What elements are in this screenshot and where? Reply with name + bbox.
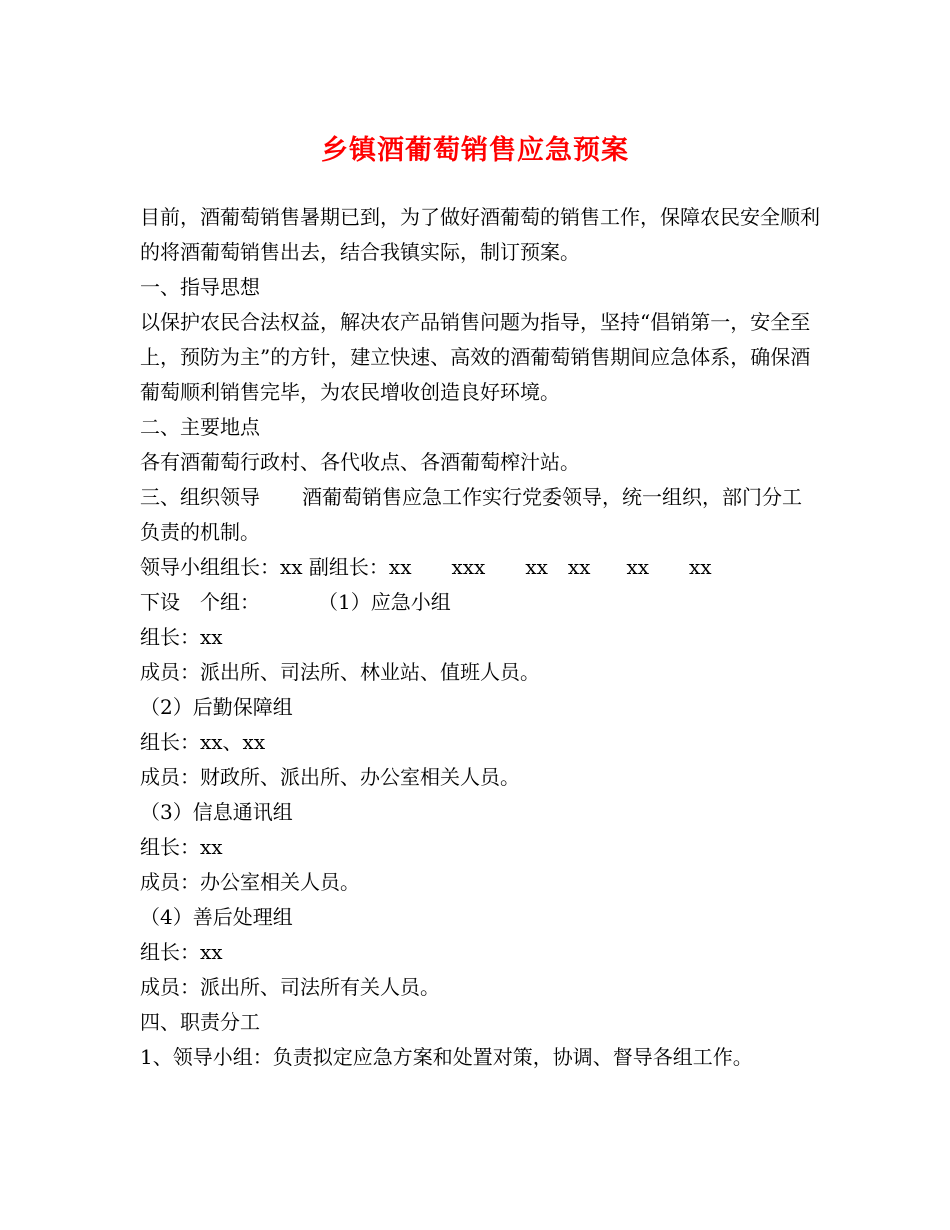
leader-name-5: xx bbox=[689, 555, 712, 579]
section-4-heading: 四、职责分工 bbox=[140, 1010, 260, 1034]
group-2-name: （2）后勤保障组 bbox=[140, 695, 293, 719]
document-title: 乡镇酒葡萄销售应急预案 bbox=[321, 135, 629, 166]
group-3-members: 成员：办公室相关人员。 bbox=[140, 870, 360, 894]
leader-label: 领导小组组长：xx 副组长：xx bbox=[140, 555, 412, 579]
groups-intro-a: 下设 bbox=[140, 590, 180, 614]
groups-intro-b: 个组： bbox=[200, 590, 260, 614]
section-4-item-1: 1、领导小组：负责拟定应急方案和处置对策，协调、督导各组工作。 bbox=[140, 1045, 753, 1069]
section-3-heading: 三、组织领导 bbox=[140, 485, 260, 509]
group-2-leader: 组长：xx、xx bbox=[140, 730, 266, 754]
leader-name-3: xx bbox=[567, 555, 591, 579]
group-2-members: 成员：财政所、派出所、办公室相关人员。 bbox=[140, 765, 520, 789]
group-3-leader: 组长：xx bbox=[140, 835, 223, 859]
group-1-members: 成员：派出所、司法所、林业站、值班人员。 bbox=[140, 660, 540, 684]
group-4-members: 成员：派出所、司法所有关人员。 bbox=[140, 975, 440, 999]
group-4-leader: 组长：xx bbox=[140, 940, 223, 964]
leader-name-2: xx bbox=[525, 555, 548, 579]
groups-intro-line bbox=[140, 585, 820, 620]
section-1-heading: 一、指导思想 bbox=[140, 275, 260, 299]
section-3-text: 酒葡萄销售应急工作实行党委领导，统一组织，部门分工负责的机制。 bbox=[140, 485, 802, 544]
intro-paragraph: 目前，酒葡萄销售暑期已到，为了做好酒葡萄的销售工作，保障农民安全顺利的将酒葡萄销售出去，结合我镇实际，制订预案。 bbox=[140, 205, 820, 264]
section-3-paragraph bbox=[140, 480, 820, 550]
group-1-name: （1）应急小组 bbox=[318, 590, 451, 614]
group-4-name: （4）善后处理组 bbox=[140, 905, 293, 929]
section-2-text: 各有酒葡萄行政村、各代收点、各酒葡萄榨汁站。 bbox=[140, 450, 580, 474]
group-1-leader: 组长：xx bbox=[140, 625, 223, 649]
section-2-heading: 二、主要地点 bbox=[140, 415, 260, 439]
leader-name-4: xx bbox=[626, 555, 650, 579]
leader-line bbox=[140, 550, 820, 585]
group-3-name: （3）信息通讯组 bbox=[140, 800, 293, 824]
section-1-text: 以保护农民合法权益，解决农产品销售问题为指导，坚持“倡销第一，安全至上，预防为主”的方针，建立快速、高效的酒葡萄销售期间应急体系，确保酒葡萄顺利销售完毕，为农民增收创造良好环境。 bbox=[140, 310, 811, 404]
document-body bbox=[140, 200, 820, 1075]
leader-name-1: xxx bbox=[451, 555, 486, 579]
